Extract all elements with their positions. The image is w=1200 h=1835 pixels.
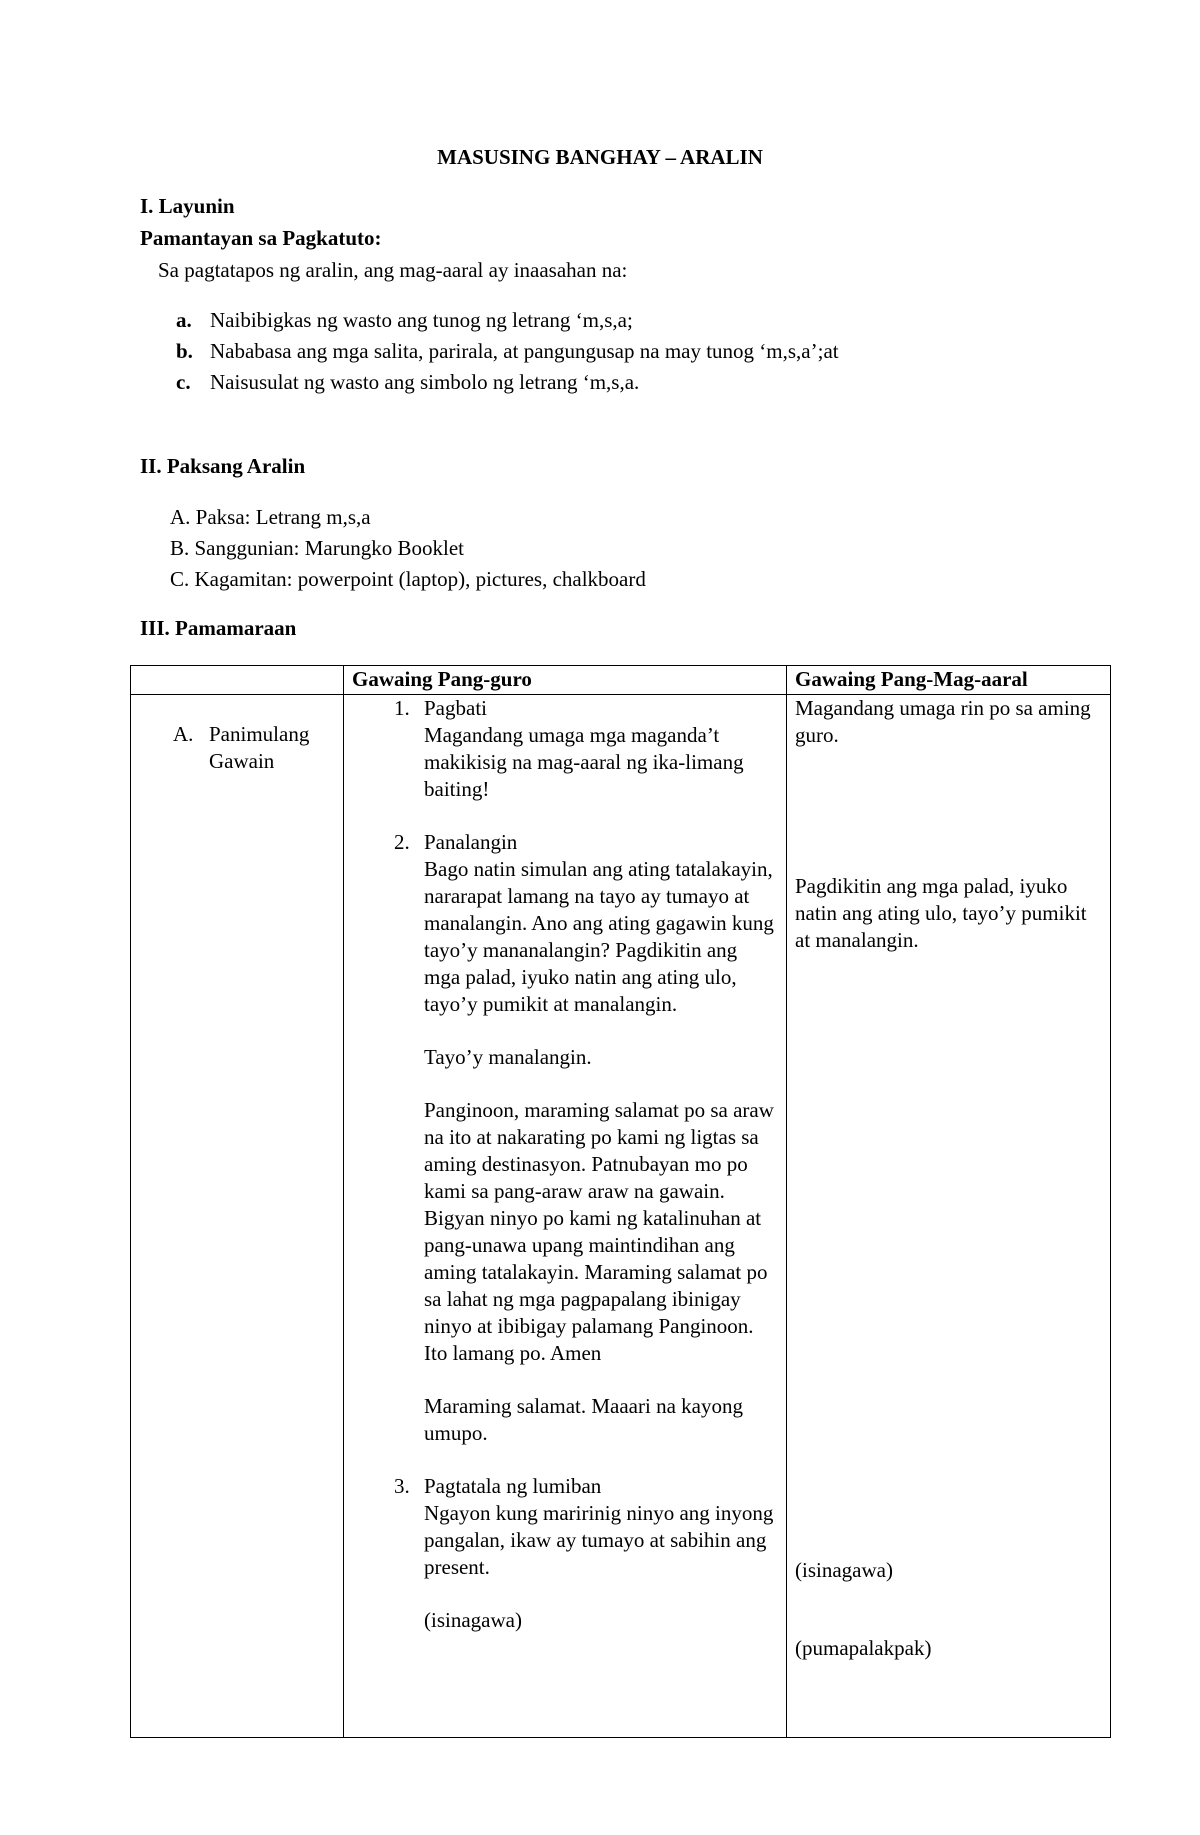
step-paragraph: (isinagawa) bbox=[424, 1608, 522, 1632]
list-item bbox=[176, 369, 839, 400]
step-title: Pagtatala ng lumiban bbox=[424, 1474, 602, 1498]
list-item bbox=[176, 338, 839, 369]
objective-text: Nababasa ang mga salita, parirala, at pangungusap na may tunog ‘m,s,a’;at bbox=[210, 339, 839, 363]
student-response: (pumapalakpak) bbox=[795, 1636, 932, 1660]
spacer bbox=[424, 1367, 778, 1393]
section-label-line: Gawain bbox=[209, 749, 275, 773]
page-title: MASUSING BANGHAY – ARALIN bbox=[437, 145, 763, 169]
spacer bbox=[424, 1071, 778, 1097]
section-heading-layunin: I. Layunin bbox=[140, 194, 235, 218]
subheading-pamantayan: Pamantayan sa Pagkatuto: bbox=[140, 226, 382, 250]
student-response: (isinagawa) bbox=[795, 1558, 893, 1582]
column-header-blank bbox=[131, 666, 344, 695]
objectives-list bbox=[176, 307, 839, 400]
topic-list bbox=[170, 504, 646, 597]
teacher-activity-cell bbox=[344, 695, 787, 1738]
spacer bbox=[424, 1018, 778, 1044]
step-pagbati bbox=[352, 695, 778, 803]
section-marker: A. bbox=[173, 722, 194, 746]
list-marker: c. bbox=[176, 370, 191, 394]
list-item: B. Sanggunian: Marungko Booklet bbox=[170, 536, 464, 560]
list-marker: b. bbox=[176, 339, 193, 363]
spacer bbox=[352, 1447, 778, 1473]
spacer bbox=[352, 803, 778, 829]
section-label-cell bbox=[131, 695, 344, 1738]
column-header-student: Gawaing Pang-Mag-aaral bbox=[787, 666, 1111, 695]
spacer bbox=[424, 1581, 778, 1607]
student-response: Magandang umaga rin po sa aming guro. bbox=[795, 696, 1091, 747]
list-item bbox=[176, 307, 839, 338]
procedure-table bbox=[130, 665, 1111, 1738]
step-title: Pagbati bbox=[424, 696, 487, 720]
student-activity-cell bbox=[787, 695, 1111, 1738]
step-paragraph: Ngayon kung maririnig ninyo ang inyong pangalan, ikaw ay tumayo at sabihin ang present. bbox=[424, 1501, 774, 1579]
step-paragraph: Maraming salamat. Maaari na kayong umupo. bbox=[424, 1394, 743, 1445]
step-number: 3. bbox=[394, 1474, 410, 1498]
section-label bbox=[173, 721, 335, 775]
section-heading-pamamaraan: III. Pamamaraan bbox=[140, 616, 297, 640]
step-paragraph: Magandang umaga mga maganda’t makikisig na mag-aaral ng ika-limang baiting! bbox=[424, 723, 744, 801]
table-row bbox=[131, 695, 1111, 1738]
section-label-line: Panimulang bbox=[209, 722, 310, 746]
list-marker: a. bbox=[176, 308, 192, 332]
step-paragraph: Tayo’y manalangin. bbox=[424, 1045, 592, 1069]
step-panalangin bbox=[352, 829, 778, 1447]
objective-text: Naibibigkas ng wasto ang tunog ng letrang ‘m,s,a; bbox=[210, 308, 633, 332]
objectives-intro: Sa pagtatapos ng aralin, ang mag-aaral ay inaasahan na: bbox=[158, 258, 628, 282]
column-header-teacher: Gawaing Pang-guro bbox=[344, 666, 787, 695]
section-heading-paksang-aralin: II. Paksang Aralin bbox=[140, 454, 306, 478]
step-number: 1. bbox=[394, 696, 410, 720]
list-item: C. Kagamitan: powerpoint (laptop), pictures, chalkboard bbox=[170, 567, 646, 591]
step-number: 2. bbox=[394, 830, 410, 854]
step-pagtatala bbox=[352, 1473, 778, 1634]
step-title: Panalangin bbox=[424, 830, 518, 854]
objective-text: Naisusulat ng wasto ang simbolo ng letrang ‘m,s,a. bbox=[210, 370, 640, 394]
table-header-row bbox=[131, 666, 1111, 695]
step-paragraph: Panginoon, maraming salamat po sa araw na ito at nakarating po kami ng ligtas sa aming destinasyon. Patnubayan mo po kami sa pang-araw araw na gawain. Bigyan ninyo po kami ng katalinuhan at pang-unawa upang maintindihan ang aming tatalakayin. Maraming salamat po sa lahat ng mga pagpapalang ibinigay ninyo at ibibigay palamang Panginoon. Ito lamang po. Amen bbox=[424, 1098, 774, 1365]
teacher-steps bbox=[352, 695, 778, 1634]
step-paragraph: Bago natin simulan ang ating tatalakayin, nararapat lamang na tayo ay tumayo at manalangin. Ano ang ating gagawin kung tayo’y mananalangin? Pagdikitin ang mga palad, iyuko natin ang ating ulo, tayo’y pumikit at manalangin. bbox=[424, 857, 774, 1016]
list-item: A. Paksa: Letrang m,s,a bbox=[170, 505, 371, 529]
student-response: Pagdikitin ang mga palad, iyuko natin ang ating ulo, tayo’y pumikit at manalangin. bbox=[795, 874, 1087, 952]
